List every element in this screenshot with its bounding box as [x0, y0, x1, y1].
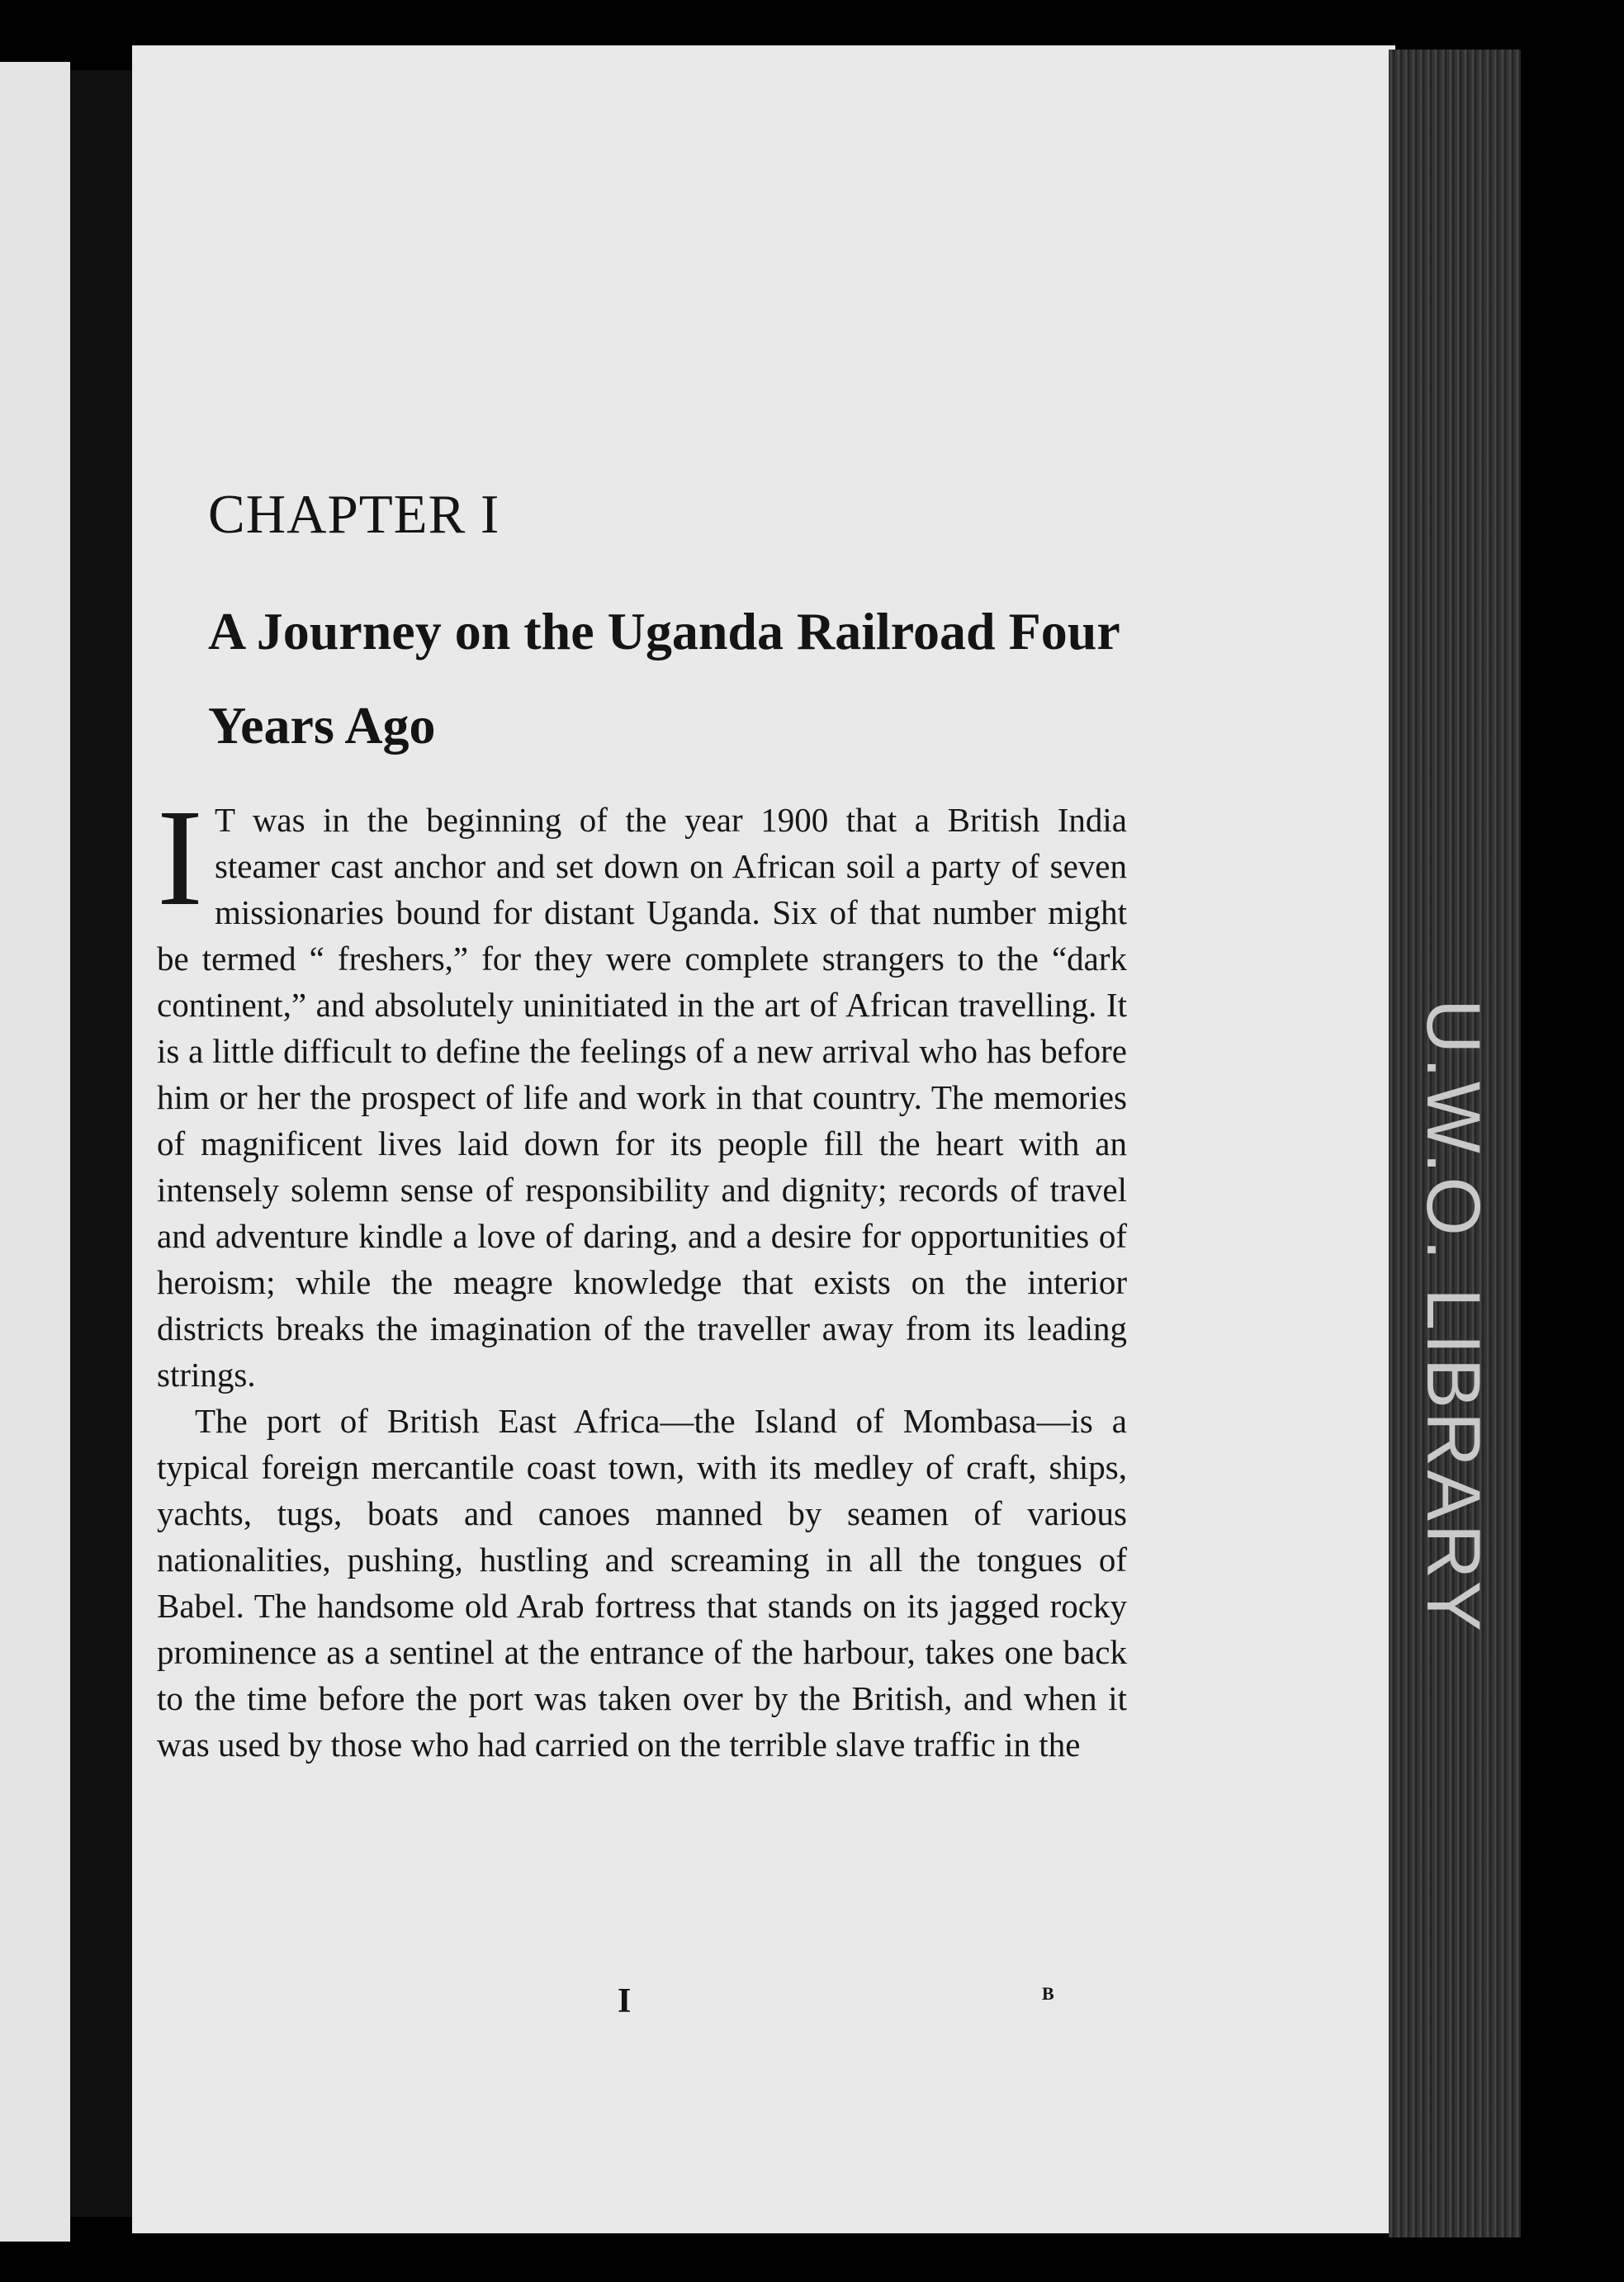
page-number: I — [618, 1982, 632, 2020]
chapter-title: A Journey on the Uganda Railroad Four Years Ago — [208, 602, 1120, 755]
paragraph — [157, 781, 1127, 1398]
spine-library-label: U.W.O. LIBRARY — [1411, 999, 1495, 1636]
adjacent-page-edge — [0, 62, 70, 2242]
paragraph: The port of British East Africa—the Island of Mombasa—is a typical foreign mercantile coast town, with its medley of craft, ships, yachts, tugs, boats and canoes manned by seamen of various nationalities, pushing, hustling and screaming in all the tongues of Babel. The handsome old Arab fortress that stands on its jagged rocky prominence as a sentinel at the entrance of the harbour, takes one back to the time before the port was taken over by the British, and when it was used by those who had carried on the terrible slave traffic in the — [157, 1402, 1127, 1764]
drop-cap: I — [157, 781, 203, 935]
paragraph-text: T was in the beginning of the year 1900 that a British India steamer cast anchor and set down on African soil a party of seven missionaries bound for distant Uganda. Six of that number might be termed “ freshers,” for they were complete strangers to the “dark continent,” and absolutely uninitiated in the art of African travelling. It is a little difficult to define the feelings of a new arrival who has before him or her the prospect of life and work in that country. The memories of magnificent lives laid down for its people fill the heart with an intensely solemn sense of responsibility and dignity; records of travel and adventure kindle a love of daring, and a desire for opportunities of heroism; while the meagre knowledge that exists on the interior districts breaks the imagination of the traveller away from its leading strings. — [157, 801, 1127, 1394]
signature-mark: B — [1042, 1983, 1054, 2004]
chapter-heading: CHAPTER I — [208, 484, 500, 545]
chapter-body — [157, 781, 1127, 1768]
